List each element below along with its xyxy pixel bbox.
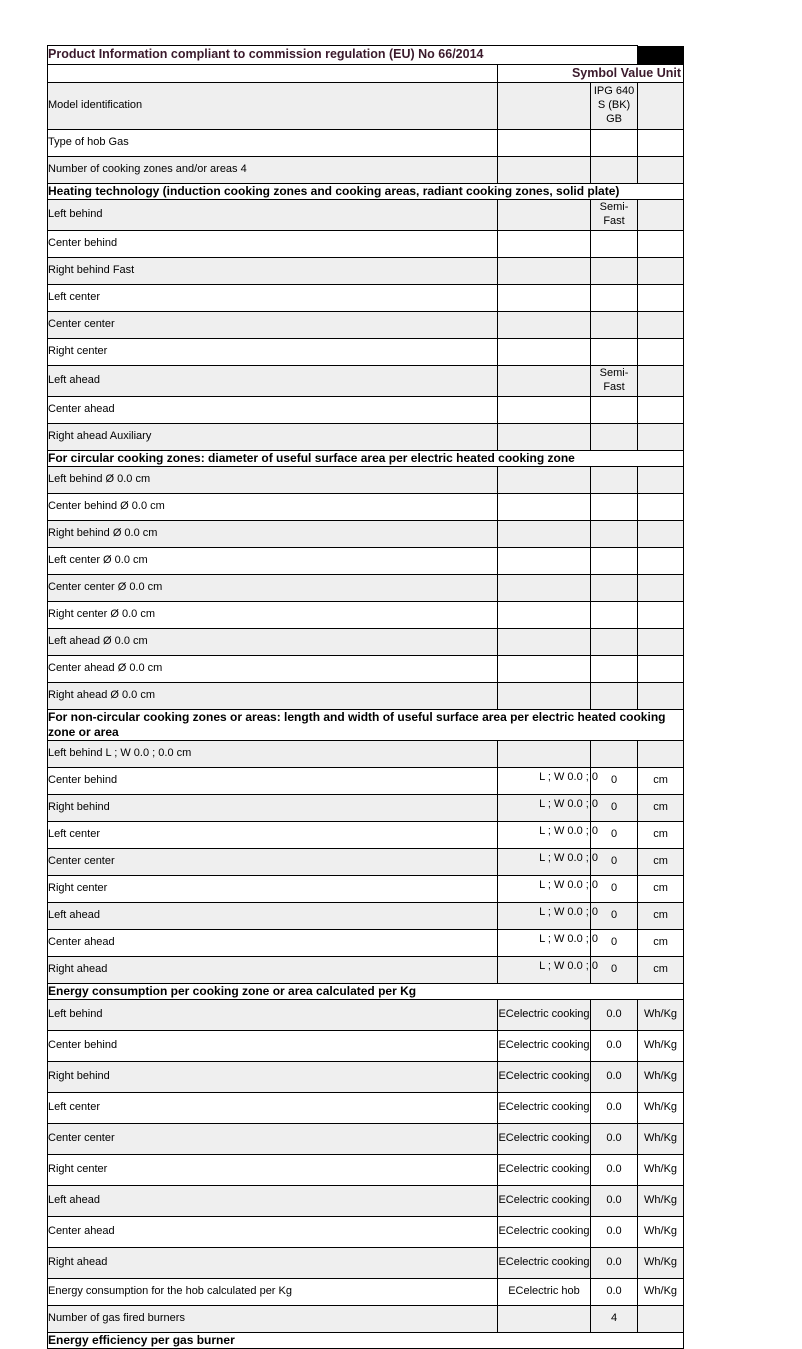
- row-label: Left ahead: [48, 366, 498, 397]
- row-unit: [638, 521, 684, 548]
- table-row: [48, 741, 684, 768]
- row-unit: Wh/Kg: [638, 1062, 684, 1093]
- row-label: Right ahead: [48, 1248, 498, 1279]
- table-row: [48, 231, 684, 258]
- table-row: [48, 930, 684, 957]
- row-unit: [638, 741, 684, 768]
- row-label: Center center Ø 0.0 cm: [48, 575, 498, 602]
- table-row: [48, 285, 684, 312]
- table-row: [48, 397, 684, 424]
- row-unit: cm: [638, 930, 684, 957]
- row-label: Left center Ø 0.0 cm: [48, 548, 498, 575]
- row-symbol: [498, 795, 598, 822]
- row-unit: Wh/Kg: [638, 1000, 684, 1031]
- model-identification-label: Model identification: [48, 83, 498, 130]
- row-unit: Wh/Kg: [638, 1217, 684, 1248]
- row-value: [591, 397, 638, 424]
- row-symbol: ECelectric cooking: [498, 1000, 591, 1031]
- row-value: 0.0: [591, 1217, 638, 1248]
- row-label: Left behind L ; W 0.0 ; 0.0 cm: [48, 741, 498, 768]
- row-label: Left behind: [48, 1000, 498, 1031]
- table-row: [48, 312, 684, 339]
- row-label: Center ahead: [48, 397, 498, 424]
- row-unit: [638, 629, 684, 656]
- row-unit: [638, 312, 684, 339]
- section-header-circular-zones-row: [48, 451, 684, 467]
- row-symbol: ECelectric cooking: [498, 1155, 591, 1186]
- row-label: Left center: [48, 285, 498, 312]
- row-value: 0: [591, 768, 638, 795]
- row-symbol: [498, 656, 591, 683]
- row-label: Center center: [48, 312, 498, 339]
- table-body: [48, 46, 684, 1349]
- row-unit: Wh/Kg: [638, 1124, 684, 1155]
- table-row: [48, 822, 684, 849]
- row-value: 0.0: [591, 1031, 638, 1062]
- table-row: [48, 258, 684, 285]
- row-symbol: [498, 768, 598, 795]
- table-row: [48, 849, 684, 876]
- row-symbol: [498, 629, 591, 656]
- row-label: Center behind: [48, 231, 498, 258]
- row-symbol: ECelectric cooking: [498, 1217, 591, 1248]
- row-symbol: [498, 339, 591, 366]
- row-unit: [638, 231, 684, 258]
- row-symbol: [498, 903, 598, 930]
- hob-type-symbol: [498, 130, 591, 157]
- table-row: [48, 683, 684, 710]
- row-symbol-flow: L ; W 0.0 ; 0: [539, 852, 598, 864]
- section-header-energy-consumption: Energy consumption per cooking zone or area calculated per Kg: [48, 984, 684, 1000]
- row-unit: [638, 424, 684, 451]
- table-row: [48, 200, 684, 231]
- burner-count-label: Number of gas fired burners: [48, 1306, 498, 1333]
- table-row: [48, 1062, 684, 1093]
- row-unit: [638, 339, 684, 366]
- zone-count-symbol: [498, 157, 591, 184]
- row-symbol: [498, 876, 598, 903]
- table-row-model-identification: [48, 83, 684, 130]
- row-symbol: [498, 285, 591, 312]
- row-symbol: ECelectric cooking: [498, 1062, 591, 1093]
- row-symbol: [498, 822, 598, 849]
- row-value: 0: [591, 957, 638, 984]
- model-identification-symbol: [498, 83, 591, 130]
- model-identification-unit: [638, 83, 684, 130]
- row-value: [591, 258, 638, 285]
- table-row-hob-total: [48, 1279, 684, 1306]
- row-unit: cm: [638, 876, 684, 903]
- row-symbol: [498, 575, 591, 602]
- table-row: [48, 1248, 684, 1279]
- table-row: [48, 548, 684, 575]
- column-header-flow-text: Symbol Value Unit: [571, 66, 682, 80]
- table-row-hob-type: [48, 130, 684, 157]
- table-row: [48, 957, 684, 984]
- burner-count-symbol: [498, 1306, 591, 1333]
- row-value: [591, 285, 638, 312]
- row-value: [591, 602, 638, 629]
- row-label: Right center Ø 0.0 cm: [48, 602, 498, 629]
- row-unit: [638, 366, 684, 397]
- table-row-zone-count: [48, 157, 684, 184]
- row-unit: cm: [638, 822, 684, 849]
- row-value: 0.0: [591, 1248, 638, 1279]
- row-value: [591, 231, 638, 258]
- row-symbol: ECelectric cooking: [498, 1093, 591, 1124]
- row-unit: [638, 548, 684, 575]
- row-symbol: [498, 930, 598, 957]
- row-label: Center behind: [48, 768, 498, 795]
- row-unit: Wh/Kg: [638, 1031, 684, 1062]
- table-row: [48, 1217, 684, 1248]
- row-value: [591, 521, 638, 548]
- row-label: Right center: [48, 339, 498, 366]
- section-header-energy-consumption-row: [48, 984, 684, 1000]
- row-label: Right behind: [48, 1062, 498, 1093]
- row-unit: [638, 683, 684, 710]
- row-label: Center center: [48, 1124, 498, 1155]
- table-row: [48, 1124, 684, 1155]
- row-label: Right behind: [48, 795, 498, 822]
- column-header-symbol-value-unit: [498, 65, 684, 83]
- row-symbol: [498, 741, 591, 768]
- row-unit: [638, 397, 684, 424]
- row-unit: Wh/Kg: [638, 1093, 684, 1124]
- table-title-row: [48, 46, 684, 65]
- table-row: [48, 1093, 684, 1124]
- section-header-heating-technology: Heating technology (induction cooking zones and cooking areas, radiant cooking zones, solid plate): [48, 184, 684, 200]
- row-symbol-flow: L ; W 0.0 ; 0: [539, 960, 598, 972]
- row-unit: [638, 602, 684, 629]
- row-value: [591, 424, 638, 451]
- row-symbol: [498, 683, 591, 710]
- row-label: Right behind Fast: [48, 258, 498, 285]
- row-value: Semi-Fast: [591, 366, 638, 397]
- row-symbol-flow: L ; W 0.0 ; 0: [539, 906, 598, 918]
- row-symbol: [498, 366, 591, 397]
- row-symbol: [498, 312, 591, 339]
- row-label: Left ahead Ø 0.0 cm: [48, 629, 498, 656]
- row-value: 0: [591, 930, 638, 957]
- row-symbol: [498, 521, 591, 548]
- row-unit: [638, 467, 684, 494]
- zone-count-unit: [638, 157, 684, 184]
- row-symbol-flow: L ; W 0.0 ; 0: [539, 798, 598, 810]
- row-label: Right ahead: [48, 957, 498, 984]
- section-header-heating-technology-row: [48, 184, 684, 200]
- zone-count-value: [591, 157, 638, 184]
- row-symbol: [498, 957, 598, 984]
- row-unit: Wh/Kg: [638, 1248, 684, 1279]
- row-label: Right ahead Ø 0.0 cm: [48, 683, 498, 710]
- table-row: [48, 339, 684, 366]
- row-value: [591, 656, 638, 683]
- row-unit: cm: [638, 768, 684, 795]
- section-header-non-circular-zones-row: [48, 710, 684, 741]
- row-value: 0: [591, 849, 638, 876]
- row-unit: [638, 575, 684, 602]
- row-label: Center ahead Ø 0.0 cm: [48, 656, 498, 683]
- row-label: Center center: [48, 849, 498, 876]
- row-symbol: [498, 548, 591, 575]
- row-label: Left ahead: [48, 1186, 498, 1217]
- hob-type-label: Type of hob Gas: [48, 130, 498, 157]
- row-symbol: [498, 494, 591, 521]
- row-symbol: ECelectric cooking: [498, 1248, 591, 1279]
- row-value: [591, 629, 638, 656]
- table-row: [48, 521, 684, 548]
- row-value: 0.0: [591, 1155, 638, 1186]
- zone-count-label: Number of cooking zones and/or areas 4: [48, 157, 498, 184]
- table-row: [48, 366, 684, 397]
- burner-count-value: 4: [591, 1306, 638, 1333]
- model-identification-value: IPG 640 S (BK) GB: [591, 83, 638, 130]
- row-label: Center ahead: [48, 930, 498, 957]
- row-value: 0: [591, 822, 638, 849]
- row-label: Left behind: [48, 200, 498, 231]
- row-unit: cm: [638, 849, 684, 876]
- table-row: [48, 602, 684, 629]
- row-value: [591, 575, 638, 602]
- row-label: Right ahead Auxiliary: [48, 424, 498, 451]
- table-row: [48, 656, 684, 683]
- row-symbol: [498, 231, 591, 258]
- row-unit: [638, 258, 684, 285]
- table-row: [48, 795, 684, 822]
- row-unit: [638, 200, 684, 231]
- row-value: 0.0: [591, 1124, 638, 1155]
- row-value: [591, 467, 638, 494]
- row-symbol: [498, 467, 591, 494]
- row-value: 0.0: [591, 1062, 638, 1093]
- row-unit: Wh/Kg: [638, 1186, 684, 1217]
- hob-total-unit: Wh/Kg: [638, 1279, 684, 1306]
- row-label: Center ahead: [48, 1217, 498, 1248]
- row-symbol: [498, 602, 591, 629]
- table-row: [48, 424, 684, 451]
- row-label: Right center: [48, 876, 498, 903]
- row-value: 0.0: [591, 1093, 638, 1124]
- row-symbol: [498, 200, 591, 231]
- row-symbol: [498, 849, 598, 876]
- row-unit: [638, 494, 684, 521]
- row-value: 0: [591, 795, 638, 822]
- row-symbol: ECelectric cooking: [498, 1124, 591, 1155]
- table-row: [48, 1155, 684, 1186]
- product-information-table: [47, 45, 684, 1349]
- section-header-circular-zones: For circular cooking zones: diameter of useful surface area per electric heated cooking zone: [48, 451, 684, 467]
- row-symbol-flow: L ; W 0.0 ; 0: [539, 879, 598, 891]
- row-value: 0: [591, 876, 638, 903]
- hob-type-value: [591, 130, 638, 157]
- title-black-block: [638, 46, 684, 65]
- row-unit: [638, 285, 684, 312]
- page-title: Product Information compliant to commission regulation (EU) No 66/2014: [48, 46, 638, 65]
- table-row: [48, 876, 684, 903]
- row-unit: cm: [638, 957, 684, 984]
- row-value: [591, 339, 638, 366]
- row-value: [591, 312, 638, 339]
- row-symbol: ECelectric cooking: [498, 1186, 591, 1217]
- table-row: [48, 1186, 684, 1217]
- table-row: [48, 494, 684, 521]
- row-label: Left behind Ø 0.0 cm: [48, 467, 498, 494]
- row-symbol: [498, 424, 591, 451]
- table-row: [48, 903, 684, 930]
- row-value: [591, 494, 638, 521]
- section-header-gas-efficiency-row: [48, 1333, 684, 1349]
- row-value: Semi-Fast: [591, 200, 638, 231]
- table-row: [48, 768, 684, 795]
- column-header-description: [48, 65, 498, 83]
- row-symbol-flow: L ; W 0.0 ; 0: [539, 933, 598, 945]
- row-label: Right center: [48, 1155, 498, 1186]
- row-label: Left ahead: [48, 903, 498, 930]
- row-value: 0: [591, 903, 638, 930]
- table-row: [48, 1031, 684, 1062]
- section-header-gas-efficiency: Energy efficiency per gas burner: [48, 1333, 684, 1349]
- row-symbol: [498, 258, 591, 285]
- row-label: Center behind Ø 0.0 cm: [48, 494, 498, 521]
- table-row-burner-count: [48, 1306, 684, 1333]
- row-value: 0.0: [591, 1000, 638, 1031]
- table-row: [48, 467, 684, 494]
- table-row: [48, 575, 684, 602]
- column-header-row: [48, 65, 684, 83]
- row-label: Left center: [48, 1093, 498, 1124]
- row-label: Left center: [48, 822, 498, 849]
- row-label: Center behind: [48, 1031, 498, 1062]
- row-value: [591, 683, 638, 710]
- hob-total-symbol: ECelectric hob: [498, 1279, 591, 1306]
- row-unit: [638, 656, 684, 683]
- row-symbol: [498, 397, 591, 424]
- hob-type-unit: [638, 130, 684, 157]
- row-label: Right behind Ø 0.0 cm: [48, 521, 498, 548]
- row-unit: cm: [638, 903, 684, 930]
- burner-count-unit: [638, 1306, 684, 1333]
- row-symbol-flow: L ; W 0.0 ; 0: [539, 825, 598, 837]
- table-row: [48, 629, 684, 656]
- hob-total-label: Energy consumption for the hob calculated per Kg: [48, 1279, 498, 1306]
- hob-total-value: 0.0: [591, 1279, 638, 1306]
- row-value: [591, 548, 638, 575]
- row-symbol: ECelectric cooking: [498, 1031, 591, 1062]
- row-value: 0.0: [591, 1186, 638, 1217]
- row-unit: cm: [638, 795, 684, 822]
- section-header-non-circular-zones: For non-circular cooking zones or areas: length and width of useful surface area per electric heated cooking zone or area: [48, 710, 684, 741]
- table-row: [48, 1000, 684, 1031]
- row-unit: Wh/Kg: [638, 1155, 684, 1186]
- row-value: [591, 741, 638, 768]
- row-symbol-flow: L ; W 0.0 ; 0: [539, 771, 598, 783]
